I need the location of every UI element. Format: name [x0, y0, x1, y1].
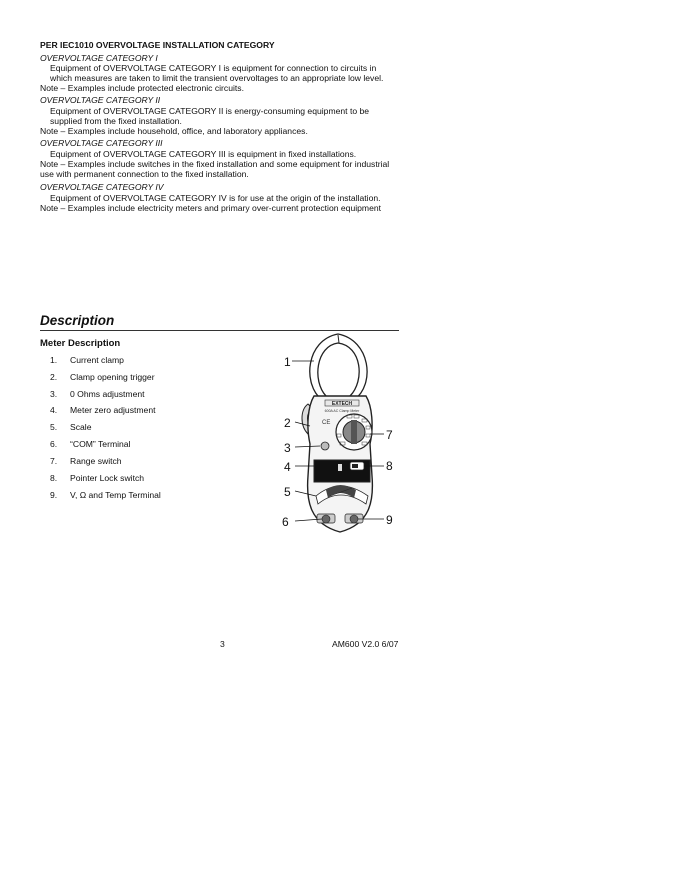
cat4-title: OVERVOLTAGE CATEGORY IV — [40, 182, 164, 192]
list-item-number: 6. — [50, 439, 58, 449]
description-title: Description — [40, 313, 115, 328]
cat3-note1: Note – Examples include switches in the fixed installation and some equipment for industrial — [40, 159, 390, 169]
cat3-title: OVERVOLTAGE CATEGORY III — [40, 138, 163, 148]
list-item-label: Range switch — [70, 456, 122, 466]
list-item-number: 1. — [50, 355, 58, 365]
callout-4: 4 — [284, 460, 291, 474]
cat4-note: Note – Examples include electricity meters and primary over-current protection equipment — [40, 203, 382, 213]
list-item-number: 5. — [50, 422, 58, 432]
callout-9: 9 — [386, 513, 393, 527]
v-ohm-temp-terminal — [350, 515, 358, 523]
cat2-title: OVERVOLTAGE CATEGORY II — [40, 95, 161, 105]
list-item-label: Current clamp — [70, 355, 124, 365]
cat1-note: Note – Examples include protected electronic circuits. — [40, 83, 244, 93]
clamp-meter-illustration — [270, 326, 400, 536]
cat3-line1: Equipment of OVERVOLTAGE CATEGORY III is equipment in fixed installations. — [50, 149, 357, 159]
zero-adjust-screw — [338, 464, 342, 471]
meter-description-heading: Meter Description — [40, 338, 121, 349]
callout-6: 6 — [282, 515, 289, 529]
cat1-title: OVERVOLTAGE CATEGORY I — [40, 53, 158, 63]
range-switch-pointer — [351, 420, 357, 444]
list-item-label: 0 Ohms adjustment — [70, 389, 145, 399]
cat4-line1: Equipment of OVERVOLTAGE CATEGORY IV is for use at the origin of the installation. — [50, 193, 381, 203]
zero-ohms-adjustment — [321, 442, 329, 450]
overvoltage-heading: PER IEC1010 OVERVOLTAGE INSTALLATION CATEGORY — [40, 40, 275, 50]
cat1-line2: which measures are taken to limit the transient overvoltages to an appropriate low level. — [50, 73, 384, 83]
list-item-label: Meter zero adjustment — [70, 405, 156, 415]
list-item-number: 4. — [50, 405, 58, 415]
callout-5: 5 — [284, 485, 291, 499]
cat2-note: Note – Examples include household, office, and laboratory appliances. — [40, 126, 308, 136]
cat1-line1: Equipment of OVERVOLTAGE CATEGORY I is equipment for connection to circuits in — [50, 63, 377, 73]
list-item-number: 2. — [50, 372, 58, 382]
cat2-line1: Equipment of OVERVOLTAGE CATEGORY II is energy-consuming equipment to be — [50, 106, 370, 116]
current-clamp — [310, 334, 367, 400]
cat3-note2: use with permanent connection to the fixed installation. — [40, 169, 249, 179]
model-text: 600A AC Clamp Meter — [324, 409, 360, 413]
callout-8: 8 — [386, 459, 393, 473]
pointer-lock-slider — [352, 464, 358, 468]
list-item-number: 9. — [50, 490, 58, 500]
list-item-label: Pointer Lock switch — [70, 473, 145, 483]
list-item-number: 8. — [50, 473, 58, 483]
list-item-label: Scale — [70, 422, 92, 432]
list-item-label: “COM” Terminal — [70, 439, 131, 449]
document-id: AM600 V2.0 6/07 — [332, 639, 399, 649]
callout-3: 3 — [284, 441, 291, 455]
ce-mark-text: CE — [322, 420, 331, 426]
list-item-number: 3. — [50, 389, 58, 399]
brand-text: EXTECH — [331, 401, 353, 407]
callout-7: 7 — [386, 428, 393, 442]
list-item-label: V, Ω and Temp Terminal — [70, 490, 161, 500]
callout-2: 2 — [284, 416, 291, 430]
list-item-number: 7. — [50, 456, 58, 466]
cat2-line2: supplied from the fixed installation. — [50, 116, 182, 126]
list-item-label: Clamp opening trigger — [70, 372, 155, 382]
callout-1: 1 — [284, 355, 291, 369]
com-terminal — [322, 515, 330, 523]
page-number: 3 — [220, 639, 225, 649]
